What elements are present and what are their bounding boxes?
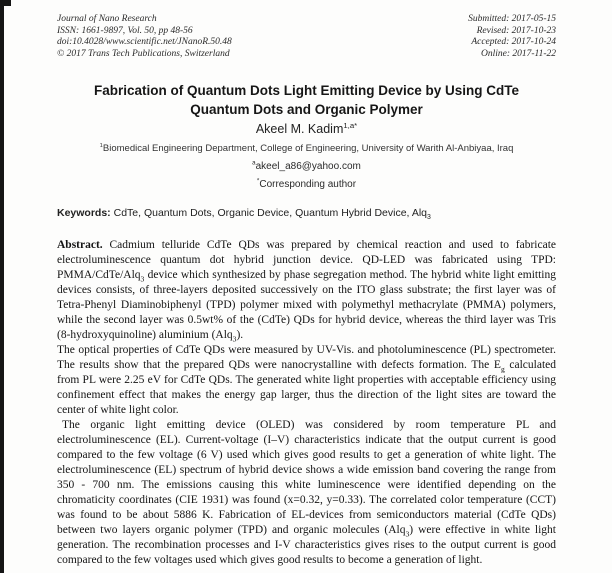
journal-info-block (57, 14, 232, 60)
journal-doi-line: doi:10.4028/www.scientific.net/JNanoR.50.48 (57, 37, 232, 47)
scan-edge-artifact (0, 0, 4, 573)
abstract-section (57, 238, 556, 568)
journal-issn-line: ISSN: 1661-9897, Vol. 50, pp 48-56 (57, 25, 193, 36)
author-name: Akeel M. Kadim$^{1,a*}$ (255, 120, 358, 136)
journal-copyright-line: © 2017 Trans Tech Publications, Switzerland (57, 48, 230, 59)
corresponding-author-note: *Corresponding author (256, 177, 357, 190)
journal-name: Journal of Nano Research (57, 14, 157, 24)
date-accepted: Accepted: 2017-10-24 (471, 37, 556, 47)
abstract-paragraph-1: Abstract. Cadmium telluride CdTe QDs was prepared by chemical reaction and used to fabricate electroluminescence quantum dot hybrid junction device. QD-LED was fabricated using TPD: PMMA/CdTe/Alq$_3$ device which synthesized by phase segregation method. The hybrid white light emitting devices consists, of three-layers deposited successively on the ITO glass substrate; the first layer was of Tetra-Phenyl Diaminobiphenyl (TPD) polymer mixed with polymethyl methacrylate (PMMA) polymers, while the second layer was 0.5wt% of the (CdTe) QDs for hybrid device, whereas the third layer was Tris (8-hydroxyquinoline) aluminium (Alq$_3$). (57, 239, 557, 344)
submission-dates-block (468, 14, 556, 60)
abstract-paragraph-3: The organic light emitting device (OLED) was considered by room temperature PL and electroluminescence (EL). Current-voltage (I–V) characteristics indicate that the output current is good compared to the few voltage (6 V) used which gives good results to get a generation of white light. The electroluminescence (EL) spectrum of hybrid device shows a wide emission band covering the range from 350 - 700 nm. The emissions causing this white luminescence were identified depending on the chromaticity coordinates (CIE 1931) was found (x=0.32, y=0.33). The correlated color temperature (CCT) was found to be about 5886 K. Fabrication of EL-devices from semiconductors material (CdTe QDs) between two layers organic polymer (TPD) and organic molecules (Alq$_3$) were effective in white light generation. The recombination processes and I-V characteristics gives rises to the output current is good compared to the few voltages used which gives good results to become a generation of light. (57, 419, 557, 566)
author-email: $^a$akeel_a86@yahoo.com (252, 159, 361, 172)
date-revised: Revised: 2017-10-23 (476, 25, 556, 36)
keywords-line: Keywords: CdTe, Quantum Dots, Organic Device, Quantum Hybrid Device, Alq$_3$ (57, 207, 431, 222)
paper-title: Fabrication of Quantum Dots Light Emitting Device by Using CdTe Quantum Dots and Organic Polymer (93, 83, 520, 117)
author-affiliation: $^1$Biomedical Engineering Department, College of Engineering, University of Warith Al-Anbiyaa, Iraq (99, 142, 514, 154)
date-submitted: Submitted: 2017-05-15 (468, 14, 556, 24)
abstract-paragraph-2: The optical properties of CdTe QDs were measured by UV-Vis. and photoluminescence (PL) spectrometer. The results show that the prepared QDs were nanocrystalline with defects formation. The $E_g$ calculated from PL were 2.25 eV for CdTe QDs. The generated white light properties with acceptable efficiency using confinement effect that makes the energy gap larger, thus the direction of the light sites are toward the center of white light color. (57, 344, 557, 416)
scan-edge-corner-artifact (0, 0, 11, 6)
journal-header (57, 14, 556, 60)
date-online: Online: 2017-11-22 (480, 48, 556, 59)
